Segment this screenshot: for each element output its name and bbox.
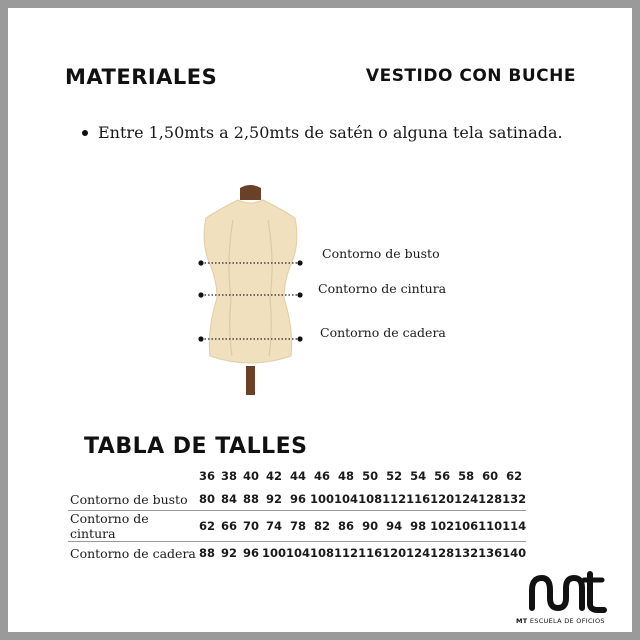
row-label: Contorno de cadera [70, 545, 196, 561]
size-header: 36 [198, 469, 215, 483]
table-cell: 88 [240, 488, 262, 511]
table-cell: 78 [286, 511, 310, 542]
size-table [68, 464, 526, 564]
table-cell: 128 [430, 546, 455, 560]
size-header-row [68, 464, 526, 488]
logo-mark-text: MT [516, 617, 528, 625]
table-cell: 74 [262, 511, 286, 542]
materials-item [82, 123, 563, 142]
table-cell: 128 [478, 488, 502, 511]
table-cell: 116 [358, 546, 383, 560]
header-spacer [68, 464, 196, 488]
size-header: 56 [434, 469, 451, 483]
table-cell: 88 [198, 546, 215, 560]
table-cell: 106 [454, 511, 478, 542]
size-header: 44 [290, 469, 307, 483]
size-header: 38 [220, 469, 237, 483]
table-cell: 124 [406, 546, 431, 560]
logo-name: ESCUELA DE OFICIOS [529, 617, 605, 625]
table-cell: 92 [220, 546, 237, 560]
table-cell: 132 [454, 546, 479, 560]
size-header: 62 [506, 469, 523, 483]
table-cell: 66 [218, 511, 240, 542]
size-header: 58 [458, 469, 475, 483]
table-cell: 86 [334, 511, 358, 542]
content-card [8, 8, 632, 632]
table-cell: 82 [310, 511, 334, 542]
table-cell: 132 [502, 488, 526, 511]
dress-title: VESTIDO CON BUCHE [365, 66, 576, 86]
table-cell: 96 [242, 546, 259, 560]
table-cell: 136 [478, 546, 503, 560]
table-cell: 120 [382, 546, 407, 560]
materials-title: MATERIALES [65, 65, 218, 89]
size-header: 52 [386, 469, 403, 483]
table-cell: 96 [286, 488, 310, 511]
mannequin-neck-cap [240, 185, 261, 200]
size-header: 54 [410, 469, 427, 483]
size-table-title: TABLA DE TALLES [84, 434, 308, 459]
table-cell: 112 [334, 546, 359, 560]
table-row-bust [68, 488, 526, 511]
row-label: Contorno de cintura [68, 511, 196, 542]
size-header: 48 [338, 469, 355, 483]
size-header: 42 [266, 469, 283, 483]
size-header: 50 [362, 469, 379, 483]
table-cell: 114 [502, 511, 526, 542]
bullet-icon [82, 130, 88, 136]
table-cell: 124 [454, 488, 478, 511]
school-logo-icon [528, 568, 608, 616]
label-bust: Contorno de busto [322, 246, 440, 261]
table-cell: 100 [262, 546, 287, 560]
table-cell: 84 [218, 488, 240, 511]
table-row-hip [68, 542, 526, 565]
size-header: 46 [314, 469, 331, 483]
row-label: Contorno de busto [68, 488, 196, 511]
table-cell: 108 [358, 488, 382, 511]
table-cell: 140 [502, 546, 527, 560]
mannequin-illustration [188, 180, 313, 395]
table-cell: 112 [382, 488, 406, 511]
table-cell: 108 [310, 546, 335, 560]
table-cell: 104 [286, 546, 311, 560]
logo-caption [516, 617, 605, 625]
mannequin-stand [246, 366, 255, 395]
table-row-waist [68, 511, 526, 542]
table-cell: 120 [430, 488, 454, 511]
table-cell: 70 [240, 511, 262, 542]
table-cell: 104 [334, 488, 358, 511]
materials-item-text: Entre 1,50mts a 2,50mts de satén o alguna tela satinada. [98, 123, 563, 142]
size-header: 40 [242, 469, 259, 483]
table-cell: 100 [310, 488, 334, 511]
label-waist: Contorno de cintura [318, 281, 447, 296]
table-cell: 102 [430, 511, 454, 542]
table-cell: 116 [406, 488, 430, 511]
size-header: 60 [482, 469, 499, 483]
table-cell: 92 [262, 488, 286, 511]
label-hip: Contorno de cadera [320, 325, 446, 340]
table-cell: 110 [478, 511, 502, 542]
table-cell: 90 [358, 511, 382, 542]
table-cell: 94 [382, 511, 406, 542]
table-cell: 62 [196, 511, 218, 542]
table-cell: 98 [406, 511, 430, 542]
table-cell: 80 [196, 488, 218, 511]
